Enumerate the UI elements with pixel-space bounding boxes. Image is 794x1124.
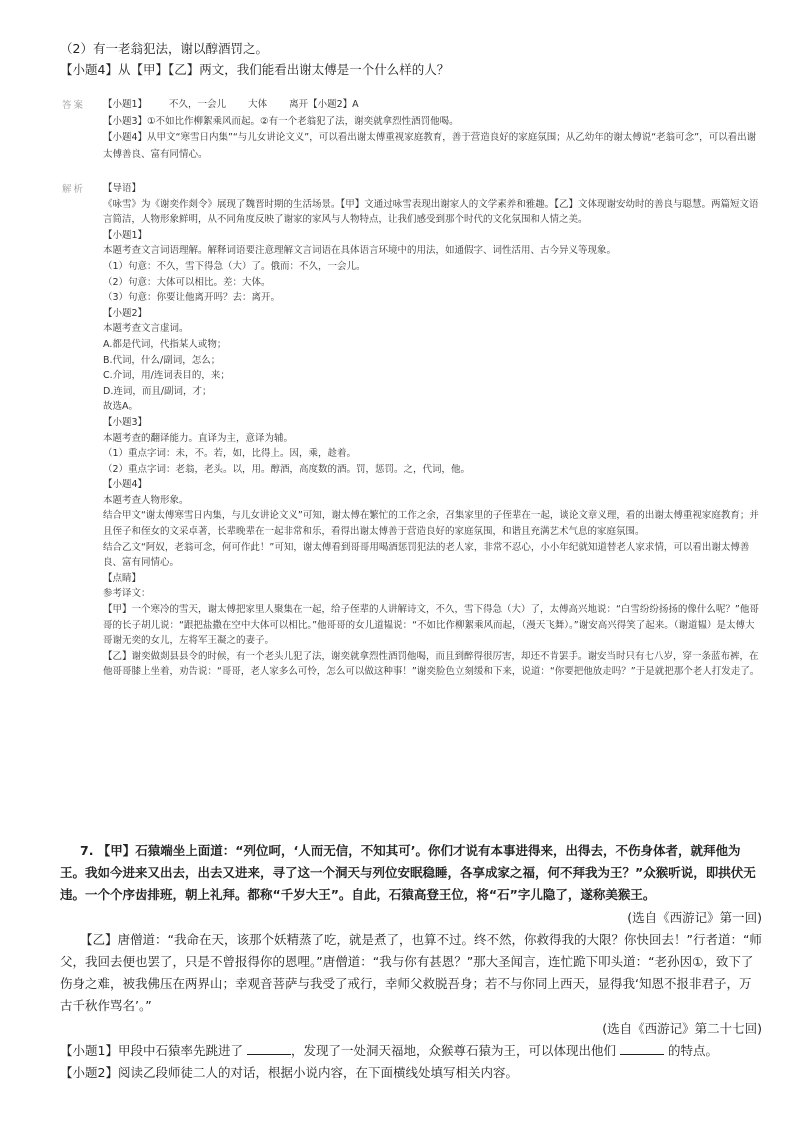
passage-yi: 【乙】唐僧道：“我命在天，该那个妖精蒸了吃，就是煮了，也算不过。终不然，你救得我的大限？你快回去！”行者道：“师父，我回去便也罢了，只是不曾报得你的恩哩。”唐僧道：“我与你有甚恩？”那大圣闻言，连忙跪下叩头道：“老孙因①，致下了伤身之难，被我佛压在两界山；幸观音菩萨与我受了戒行，幸师父救脱吾身；若不与你同上西天，显得我‘知恩不报非君子，万古千秋作骂名’。”: [60, 931, 762, 1014]
analysis-line: 【小题3】: [103, 416, 148, 428]
answer-block: [62, 97, 762, 164]
analysis-line: 本题考查文言虚词。: [103, 323, 189, 335]
analysis-line: C.介词，用/连词表目的，来；: [103, 370, 230, 382]
analysis-line: 【小题1】: [103, 229, 148, 241]
sentence-2: （2）有一老翁犯法，谢以醇酒罚之。: [60, 41, 268, 56]
analysis-line: （2）重点字词：老翁，老头。以，用。醇酒，高度数的酒。罚，惩罚。之，代词，他。: [103, 463, 471, 475]
analysis-line: 本题考查人物形象。: [103, 494, 189, 506]
analysis-line: 本题考查的翻译能力。直译为主，意译为辅。: [103, 432, 294, 444]
passage-yi-source: (选自《西游记》第二十七回): [602, 1020, 762, 1036]
question-7-2: 【小题2】阅读乙段师徒二人的对话，根据小说内容，在下面横线处填写相关内容。: [60, 1065, 518, 1081]
analysis-line: B.代词，什么/副词，怎么；: [103, 354, 221, 366]
analysis-line: A.都是代词，代指某人或物；: [103, 338, 227, 350]
analysis-line: （2）句意：大体可以相比。差：大体。: [103, 276, 271, 288]
answer-body: [103, 97, 762, 164]
answer-blank-1[interactable]: [247, 1042, 291, 1055]
question-7-1: 【小题1】甲段中石猿率先跳进了 ，发现了一处洞天福地，众猴尊石猿为王，可以体现出他们 的特点。: [60, 1042, 718, 1058]
analysis-line: 【小题2】: [103, 307, 148, 319]
analysis-line: 【点睛】: [103, 572, 142, 584]
answer-q1-q2: 【小题1】 不久，一会儿 大体 离开【小题2】A: [103, 99, 359, 110]
passage-jia-source: (选自《西游记》第一回): [627, 909, 762, 925]
question-header: [60, 38, 760, 80]
analysis-line: 结合乙文“阿奴，老翁可念，何可作此！”可知，谢太傅看到哥哥用喝酒惩罚犯法的老人家，非常不忍心，小小年纪就知道替老人家求情，可以看出谢太傅善良、富有同情心。: [103, 541, 750, 569]
analysis-line: 本题考查文言词语理解。解释词语要注意理解文言词语在具体语言环境中的用法，如通假字、词性活用、古今异义等现象。: [103, 245, 617, 257]
answer-tag: 答案: [62, 100, 86, 111]
analysis-line: （3）句意：你要让他离开吗？去：离开。: [103, 292, 281, 304]
question-4-prompt: 【小题4】从【甲】【乙】两文，我们能看出谢太傅是一个什么样的人？: [60, 62, 450, 77]
analysis-line: D.连词，而且/副词，才；: [103, 385, 212, 397]
analysis-line: 【甲】一个寒冷的雪天，谢太傅把家里人聚集在一起，给子侄辈的人讲解诗文，不久，雪下得急（大）了，太傅高兴地说：“白雪纷纷扬扬的像什么呢？”他哥哥的长子胡儿说：“跟把盐撒在空中大体可以相比。”他哥哥的女儿道韫说：“不如比作柳絮乘风而起，（漫天飞舞）。”谢安高兴得笑了起来。（谢道韫）是太傅大哥谢无奕的女儿，左将军王凝之的妻子。: [103, 604, 759, 647]
analysis-body: [103, 181, 762, 680]
analysis-line: 【导语】: [103, 183, 142, 194]
analysis-line: 参考译文：: [103, 588, 151, 600]
analysis-line: （1）句意：不久，雪下得急（大）了。俄而：不久，一会儿。: [103, 260, 366, 272]
analysis-line: （1）重点字词：未，不。若，如，比得上。因，乘，趁着。: [103, 448, 357, 460]
analysis-line: 《咏雪》为《谢奕作剡令》展现了魏晋时期的生活场景。【甲】文通过咏雪表现出谢家人的文学素养和雅趣。【乙】文体现谢安幼时的善良与聪慧。两篇短文语言简洁，人物形象鲜明，从不同角度反映了谢家的家风与人物特点，让我们感受到那个时代的文化氛围和人情之美。: [103, 198, 759, 226]
passage-jia: 7. 【甲】石猿端坐上面道：“列位呵，‘人而无信，不知其可’。你们才说有本事进得来，出得去，不伤身体者，就拜他为王。我如今进来又出去，出去又进来，寻了这一个洞天与列位安眠稳睡，各享成家之福，何不拜我为王？”众猴听说，即拱伏无违。一个个序齿排班，朝上礼拜。都称“千岁大王”。自此，石猿高登王位，将“石”字儿隐了，遂称美猴王。: [60, 843, 756, 903]
analysis-block: [62, 181, 762, 680]
analysis-line: 【小题4】: [103, 479, 148, 491]
analysis-tag: 解析: [62, 184, 86, 195]
analysis-line: 结合甲文“谢太傅寒雪日内集，与儿女讲论文义”可知，谢太傅在繁忙的工作之余，召集家里的子侄辈在一起，谈论文章义理，看的出谢太傅重视家庭教育；并且侄子和侄女的文采卓著，长辈晚辈在一起非常和乐，看得出谢太傅善于营造良好的家庭氛围，和谐且充满艺术气息的家庭氛围。: [103, 510, 759, 538]
question-7: [60, 840, 762, 1084]
analysis-line: 故选A。: [103, 401, 138, 413]
answer-blank-2[interactable]: [620, 1042, 664, 1055]
answer-q3: 【小题3】①不如比作柳絮乘风而起。②有一个老翁犯了法，谢奕就拿烈性酒罚他喝。: [103, 115, 459, 127]
analysis-line: 【乙】谢奕做剡县县令的时候，有一个老头儿犯了法，谢奕就拿烈性酒罚他喝，而且到醉得很厉害，却还不肯罢手。谢安当时只有七八岁，穿一条蓝布裤，在他哥哥膝上坐着，劝告说：“哥哥，老人家多么可怜，怎么可以做这种事！”谢奕脸色立刻缓和下来，说道：“你要把他放走吗？”于是就把那个老人打发走了。: [103, 650, 760, 678]
answer-q4: 【小题4】从甲文“寒雪日内集”“与儿女讲论文义”，可以看出谢太傅重视家庭教育，善于营造良好的家庭氛围；从乙幼年的谢太傅说“老翁可念”，可以看出谢太傅善良、富有同情心。: [103, 132, 757, 161]
